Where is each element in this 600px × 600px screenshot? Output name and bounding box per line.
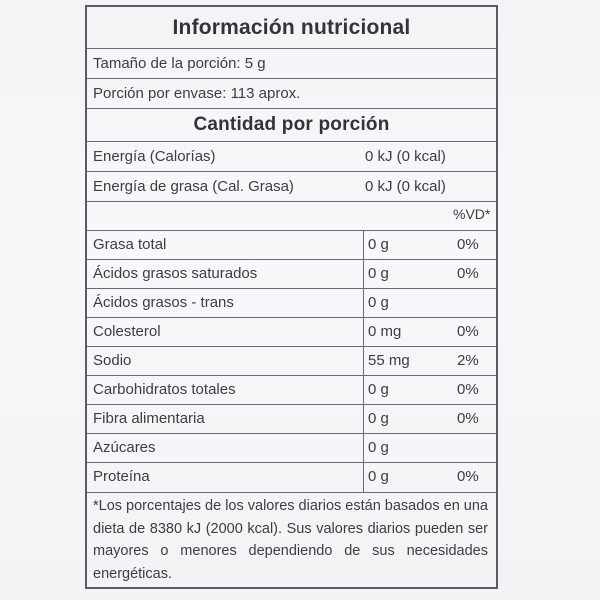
nutrient-name: Ácidos grasos saturados: [93, 265, 258, 282]
nutrient-daily-value: 2%: [457, 352, 479, 369]
daily-value-header-row: [87, 202, 496, 231]
nutrient-row: [87, 376, 496, 405]
servings-per-container-text: Porción por envase: 113 aprox.: [93, 85, 301, 102]
daily-value-header: %VD*: [453, 206, 491, 222]
nutrient-amount: 0 g: [368, 381, 389, 398]
nutrient-name: Fibra alimentaria: [93, 410, 205, 427]
nutrient-amount: 0 g: [368, 410, 389, 427]
nutrient-name: Proteína: [93, 468, 150, 485]
nutrient-daily-value: 0%: [457, 410, 479, 427]
nutrient-daily-value: 0%: [457, 381, 479, 398]
nutrient-daily-value: 0%: [457, 468, 479, 485]
fat-energy-label: Energía de grasa (Cal. Grasa): [93, 178, 294, 195]
nutrient-row: [87, 260, 496, 289]
nutrient-amount: 0 g: [368, 439, 389, 456]
nutrient-name: Carbohidratos totales: [93, 381, 236, 398]
nutrition-facts-label: [85, 5, 498, 589]
nutrient-name: Ácidos grasos - trans: [93, 294, 234, 311]
serving-size-row: [87, 49, 496, 79]
energy-label: Energía (Calorías): [93, 148, 216, 165]
section-header: Cantidad por porción: [193, 114, 390, 135]
nutrient-amount: 0 g: [368, 294, 389, 311]
fat-energy-row: [87, 172, 496, 202]
nutrient-daily-value: 0%: [457, 323, 479, 340]
nutrient-row: [87, 463, 496, 493]
servings-per-container-row: [87, 79, 496, 109]
nutrient-name: Sodio: [93, 352, 132, 369]
label-title: Información nutricional: [172, 16, 411, 39]
serving-size-text: Tamaño de la porción: 5 g: [93, 55, 266, 72]
nutrient-daily-value: 0%: [457, 236, 479, 253]
title-row: [87, 7, 496, 49]
nutrient-daily-value: 0%: [457, 265, 479, 282]
nutrient-name: Colesterol: [93, 323, 161, 340]
nutrient-name: Grasa total: [93, 236, 167, 253]
energy-value: 0 kJ (0 kcal): [365, 148, 446, 165]
nutrient-row: [87, 405, 496, 434]
nutrient-name: Azúcares: [93, 439, 156, 456]
nutrient-row: [87, 434, 496, 463]
fat-energy-value: 0 kJ (0 kcal): [365, 178, 446, 195]
section-header-row: [87, 109, 496, 142]
nutrient-amount: 0 g: [368, 265, 389, 282]
nutrient-amount: 0 mg: [368, 323, 402, 340]
nutrient-row: [87, 231, 496, 260]
energy-row: [87, 142, 496, 172]
nutrient-amount: 55 mg: [368, 352, 410, 369]
nutrient-row: [87, 289, 496, 318]
nutrient-row: [87, 318, 496, 347]
nutrient-amount: 0 g: [368, 468, 389, 485]
footnote-text: *Los porcentajes de los valores diarios están basados en una dieta de 8380 kJ (2000 kcal). Sus valores diarios pueden ser mayores o menores dependiendo de sus necesidades energéticas.: [93, 498, 488, 582]
nutrient-amount: 0 g: [368, 236, 389, 253]
nutrient-table: [87, 231, 496, 493]
nutrient-row: [87, 347, 496, 376]
